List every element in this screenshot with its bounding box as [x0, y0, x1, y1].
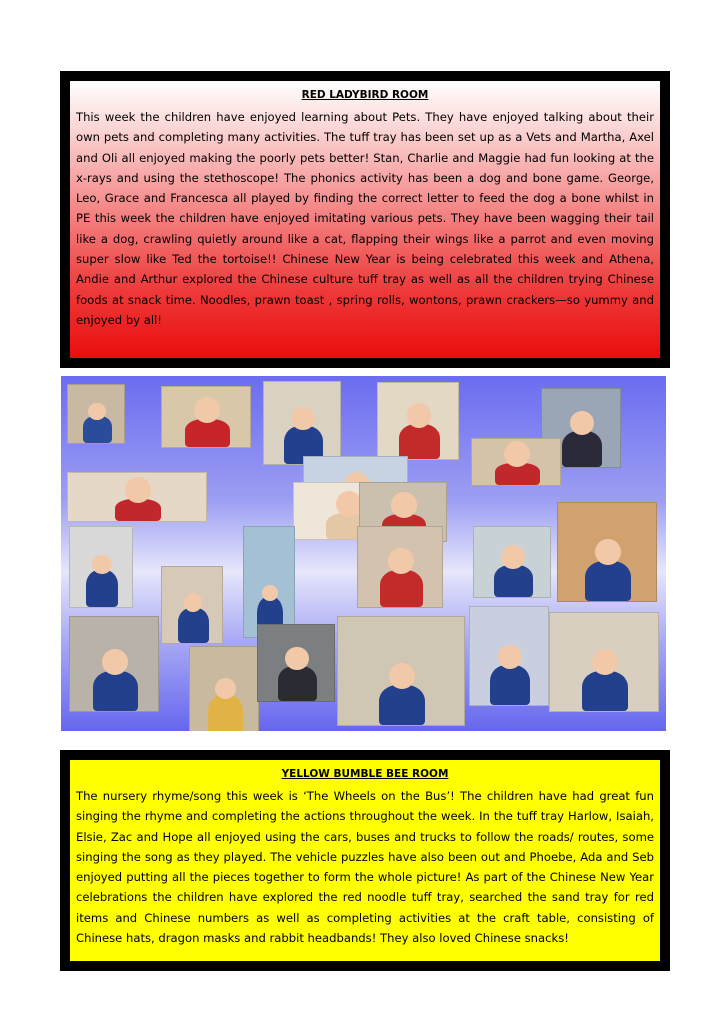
child-head — [391, 492, 417, 518]
photo-kitchen-play — [257, 624, 335, 702]
yellow-bumble-bee-room-panel — [60, 750, 670, 971]
photo-children-drawing — [67, 472, 207, 522]
child-head — [498, 645, 522, 669]
photo-boy-in-hat — [69, 526, 133, 608]
yellow-room-text: The nursery rhyme/song this week is ‘The Wheels on the Bus’! The children have had great fun singing the rhyme and completing the actions throughout the week. In the tuff tray Harlow, Isaiah, Elsie, Zac and Hope all enjoyed using the cars, buses and trucks to follow the roads/ routes, some singing the song as they played. The vehicle puzzles have also been out and Phoebe, Ada and Seb enjoyed putting all the pieces together to form the whole picture! As part of the Chinese New Year celebrations the children have explored the red noodle tuff tray, searched the sand tray for red items and Chinese numbers as well as completing activities at the craft table, consisting of Chinese hats, dragon masks and rabbit headbands! They also loved Chinese snacks! — [76, 789, 654, 946]
photo-sand-tray — [557, 502, 657, 602]
photo-children-at-table — [67, 384, 125, 444]
photo-girl-with-puzzle — [357, 526, 443, 608]
red-ladybird-room-content — [70, 81, 660, 358]
red-room-title: RED LADYBIRD ROOM — [301, 89, 429, 101]
yellow-room-title: YELLOW BUMBLE BEE ROOM — [281, 768, 449, 780]
photo-dragon-mask-table — [337, 616, 465, 726]
child-head — [88, 403, 105, 420]
photo-girl-with-box — [243, 526, 295, 638]
child-head — [407, 403, 432, 428]
child-jumper — [83, 416, 112, 443]
child-jumper — [86, 570, 118, 607]
child-head — [262, 585, 278, 601]
child-jumper — [278, 666, 317, 701]
child-jumper — [585, 561, 631, 601]
red-ladybird-room-panel — [60, 71, 670, 368]
child-jumper — [490, 665, 530, 705]
child-head — [389, 663, 415, 689]
photo-boy-playing — [161, 566, 223, 644]
child-head — [285, 647, 308, 670]
photo-girl-holding-paper — [377, 382, 459, 460]
child-head — [291, 407, 314, 430]
photo-boy-at-table — [473, 526, 551, 598]
child-head — [184, 593, 203, 612]
photo-boy-holding-card — [263, 381, 341, 465]
child-head — [595, 539, 621, 565]
child-jumper — [399, 424, 440, 459]
child-head — [501, 545, 524, 568]
child-head — [125, 477, 151, 503]
photo-boy-with-paper — [469, 606, 549, 706]
child-jumper — [380, 570, 423, 607]
child-head — [194, 397, 220, 423]
child-head — [102, 649, 128, 675]
child-head — [388, 548, 414, 574]
photo-girl-painting — [161, 386, 251, 448]
photo-girl-at-tray — [471, 438, 561, 486]
child-jumper — [379, 685, 425, 725]
yellow-bumble-bee-room-content — [70, 760, 660, 961]
child-jumper — [494, 565, 533, 597]
child-jumper — [185, 419, 230, 447]
child-jumper — [178, 608, 209, 643]
red-room-text: This week the children have enjoyed learning about Pets. They have enjoyed talking about their own pets and completing many activities. The tuff tray has been set up as a Vets and Martha, Axel and Oli all enjoyed making the poorly pets better! Stan, Charlie and Maggie had fun looking at the x-rays and using the stethoscope! The phonics activity has been a dog and bone game. George, Leo, Grace and Francesca all played by finding the correct letter to feed the dog a bone whilst in PE this week the children have enjoyed imitating various pets. They have been wagging their tail like a dog, crawling quietly around like a cat, flapping their wings like a parrot and even moving super slow like Ted the tortoise!! Chinese New Year is being celebrated this week and Athena, Andie and Arthur explored the Chinese culture tuff tray as well as all the children trying Chinese foods at snack time. Noodles, prawn toast , spring rolls, wontons, prawn crackers—so yummy and enjoyed by all! — [76, 110, 654, 327]
photo-dollhouse-play — [69, 616, 159, 712]
photo-collage — [61, 376, 666, 731]
child-head — [592, 649, 618, 675]
child-head — [215, 678, 236, 699]
child-jumper — [208, 695, 243, 731]
child-head — [570, 411, 594, 435]
child-jumper — [93, 671, 138, 711]
child-jumper — [582, 671, 628, 711]
photo-craft-table — [189, 646, 259, 731]
child-jumper — [562, 431, 602, 467]
child-head — [92, 555, 111, 574]
photo-children-snack — [549, 612, 659, 712]
